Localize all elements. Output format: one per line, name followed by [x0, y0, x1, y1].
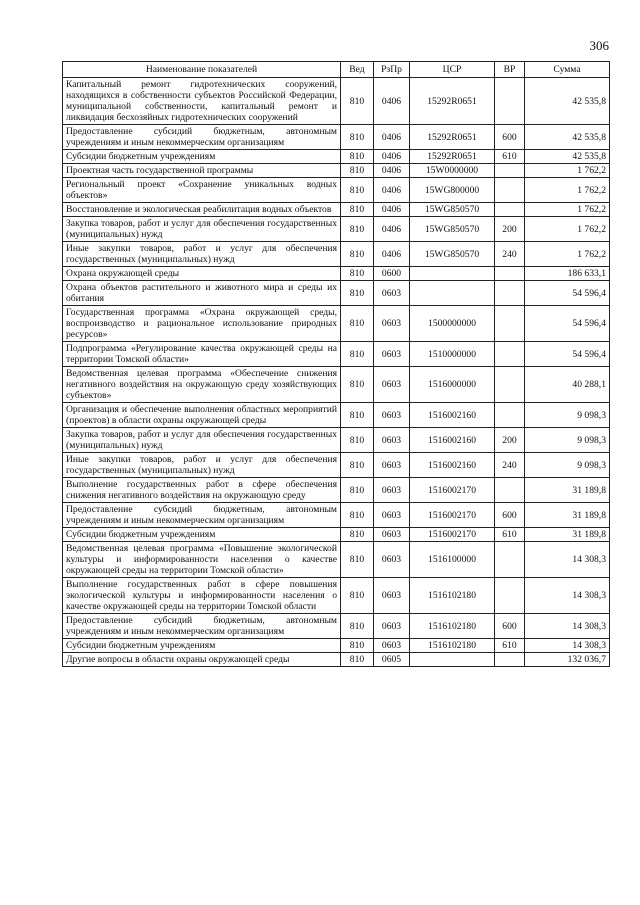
table-row: [63, 478, 610, 503]
cell-rzpr: 0603: [374, 453, 410, 478]
cell-csr: 15292R0651: [410, 78, 495, 125]
cell-sum: 31 189,8: [525, 503, 610, 528]
cell-sum: 14 308,3: [525, 578, 610, 614]
cell-vr: [495, 578, 525, 614]
table-row: [63, 453, 610, 478]
cell-sum: 1 762,2: [525, 203, 610, 217]
cell-ved: 810: [341, 403, 374, 428]
cell-sum: 1 762,2: [525, 217, 610, 242]
table-row: [63, 164, 610, 178]
cell-csr: 1516002160: [410, 428, 495, 453]
table-row: [63, 242, 610, 267]
cell-name: Государственная программа «Охрана окружающей среды, воспроизводство и рациональное использование природных ресурсов»: [63, 306, 341, 342]
cell-vr: [495, 306, 525, 342]
cell-vr: [495, 203, 525, 217]
cell-sum: 40 288,1: [525, 367, 610, 403]
cell-csr: 15WG850570: [410, 217, 495, 242]
cell-rzpr: 0603: [374, 306, 410, 342]
cell-ved: 810: [341, 217, 374, 242]
table-row: [63, 614, 610, 639]
cell-sum: 54 596,4: [525, 306, 610, 342]
table-row: [63, 217, 610, 242]
cell-vr: [495, 542, 525, 578]
cell-ved: 810: [341, 478, 374, 503]
cell-rzpr: 0603: [374, 428, 410, 453]
cell-sum: 186 633,1: [525, 267, 610, 281]
cell-sum: 9 098,3: [525, 403, 610, 428]
cell-csr: 1516002160: [410, 453, 495, 478]
cell-csr: 1516100000: [410, 542, 495, 578]
cell-vr: 200: [495, 428, 525, 453]
cell-csr: [410, 267, 495, 281]
cell-csr: [410, 653, 495, 667]
table-row: [63, 203, 610, 217]
cell-sum: 54 596,4: [525, 342, 610, 367]
cell-rzpr: 0600: [374, 267, 410, 281]
cell-ved: 810: [341, 542, 374, 578]
cell-vr: 600: [495, 503, 525, 528]
cell-rzpr: 0603: [374, 342, 410, 367]
cell-ved: 810: [341, 267, 374, 281]
cell-sum: 1 762,2: [525, 178, 610, 203]
table-row: [63, 528, 610, 542]
cell-vr: [495, 164, 525, 178]
cell-rzpr: 0603: [374, 503, 410, 528]
cell-sum: 42 535,8: [525, 78, 610, 125]
cell-vr: [495, 267, 525, 281]
cell-rzpr: 0603: [374, 542, 410, 578]
table-row: [63, 306, 610, 342]
cell-csr: 15WG850570: [410, 242, 495, 267]
cell-vr: 610: [495, 150, 525, 164]
cell-ved: 810: [341, 203, 374, 217]
cell-rzpr: 0605: [374, 653, 410, 667]
cell-csr: 15W0000000: [410, 164, 495, 178]
cell-sum: 54 596,4: [525, 281, 610, 306]
cell-csr: 1516102180: [410, 614, 495, 639]
cell-rzpr: 0406: [374, 178, 410, 203]
cell-ved: 810: [341, 614, 374, 639]
cell-ved: 810: [341, 653, 374, 667]
cell-name: Организация и обеспечение выполнения областных мероприятий (проектов) в области охраны окружающей среды: [63, 403, 341, 428]
cell-vr: [495, 478, 525, 503]
cell-ved: 810: [341, 150, 374, 164]
cell-rzpr: 0603: [374, 403, 410, 428]
column-header-ved: Вед: [341, 62, 374, 78]
cell-vr: [495, 403, 525, 428]
cell-vr: [495, 178, 525, 203]
table-header-row: [63, 62, 610, 78]
table-row: [63, 639, 610, 653]
cell-name: Охрана объектов растительного и животного мира и среды их обитания: [63, 281, 341, 306]
cell-ved: 810: [341, 125, 374, 150]
cell-rzpr: 0603: [374, 281, 410, 306]
cell-name: Другие вопросы в области охраны окружающей среды: [63, 653, 341, 667]
cell-rzpr: 0603: [374, 478, 410, 503]
cell-sum: 132 036,7: [525, 653, 610, 667]
table-row: [63, 428, 610, 453]
cell-vr: [495, 281, 525, 306]
cell-vr: [495, 653, 525, 667]
cell-sum: 14 308,3: [525, 542, 610, 578]
cell-name: Иные закупки товаров, работ и услуг для обеспечения государственных (муниципальных) нужд: [63, 453, 341, 478]
cell-name: Восстановление и экологическая реабилитация водных объектов: [63, 203, 341, 217]
cell-rzpr: 0406: [374, 164, 410, 178]
cell-vr: [495, 367, 525, 403]
cell-ved: 810: [341, 306, 374, 342]
cell-csr: 1510000000: [410, 342, 495, 367]
cell-csr: 15292R0651: [410, 150, 495, 164]
cell-vr: [495, 342, 525, 367]
cell-sum: 42 535,8: [525, 125, 610, 150]
cell-vr: [495, 78, 525, 125]
cell-ved: 810: [341, 342, 374, 367]
table-row: [63, 342, 610, 367]
page-number: 306: [589, 38, 609, 53]
cell-sum: 9 098,3: [525, 428, 610, 453]
cell-ved: 810: [341, 639, 374, 653]
column-header-name: Наименование показателей: [63, 62, 341, 78]
cell-rzpr: 0603: [374, 578, 410, 614]
cell-name: Ведомственная целевая программа «Обеспечение снижения негативного воздействия на окружающую среду хозяйствующих субъектов»: [63, 367, 341, 403]
cell-vr: 600: [495, 125, 525, 150]
cell-name: Субсидии бюджетным учреждениям: [63, 528, 341, 542]
cell-sum: 31 189,8: [525, 478, 610, 503]
cell-name: Выполнение государственных работ в сфере повышения экологической культуры и информированности населения о качестве окружающей среды на территории Томской области: [63, 578, 341, 614]
column-header-vr: ВР: [495, 62, 525, 78]
cell-sum: 14 308,3: [525, 614, 610, 639]
budget-table: [62, 61, 610, 667]
table-row: [63, 281, 610, 306]
column-header-rzpr: РзПр: [374, 62, 410, 78]
cell-rzpr: 0406: [374, 150, 410, 164]
cell-csr: 15WG850570: [410, 203, 495, 217]
cell-rzpr: 0406: [374, 203, 410, 217]
cell-name: Предоставление субсидий бюджетным, автономным учреждениям и иным некоммерческим организациям: [63, 614, 341, 639]
column-header-sum: Сумма: [525, 62, 610, 78]
cell-name: Предоставление субсидий бюджетным, автономным учреждениям и иным некоммерческим организациям: [63, 125, 341, 150]
cell-csr: 15292R0651: [410, 125, 495, 150]
cell-ved: 810: [341, 164, 374, 178]
cell-rzpr: 0406: [374, 242, 410, 267]
cell-vr: 610: [495, 639, 525, 653]
cell-name: Региональный проект «Сохранение уникальных водных объектов»: [63, 178, 341, 203]
table-row: [63, 653, 610, 667]
cell-csr: [410, 281, 495, 306]
cell-csr: 1516002170: [410, 528, 495, 542]
cell-rzpr: 0603: [374, 614, 410, 639]
cell-vr: 200: [495, 217, 525, 242]
cell-ved: 810: [341, 242, 374, 267]
cell-ved: 810: [341, 281, 374, 306]
cell-ved: 810: [341, 528, 374, 542]
column-header-csr: ЦСР: [410, 62, 495, 78]
cell-sum: 14 308,3: [525, 639, 610, 653]
cell-ved: 810: [341, 578, 374, 614]
cell-rzpr: 0603: [374, 367, 410, 403]
cell-sum: 31 189,8: [525, 528, 610, 542]
cell-name: Выполнение государственных работ в сфере обеспечения снижения негативного воздействия на окружающую среду: [63, 478, 341, 503]
table-row: [63, 503, 610, 528]
table-row: [63, 542, 610, 578]
cell-csr: 1516102180: [410, 639, 495, 653]
table-row: [63, 578, 610, 614]
cell-vr: 240: [495, 242, 525, 267]
table-row: [63, 150, 610, 164]
cell-ved: 810: [341, 367, 374, 403]
cell-ved: 810: [341, 428, 374, 453]
table-row: [63, 267, 610, 281]
cell-name: Подпрограмма «Регулирование качества окружающей среды на территории Томской области»: [63, 342, 341, 367]
cell-vr: 610: [495, 528, 525, 542]
cell-sum: 1 762,2: [525, 164, 610, 178]
cell-name: Закупка товаров, работ и услуг для обеспечения государственных (муниципальных) нужд: [63, 217, 341, 242]
cell-name: Предоставление субсидий бюджетным, автономным учреждениям и иным некоммерческим организациям: [63, 503, 341, 528]
cell-name: Ведомственная целевая программа «Повышение экологической культуры и информированности населения о качестве окружающей среды на территории Томской области»: [63, 542, 341, 578]
cell-name: Субсидии бюджетным учреждениям: [63, 150, 341, 164]
cell-name: Капитальный ремонт гидротехнических сооружений, находящихся в собственности субъектов Российской Федерации, муниципальной собственности, капитальный ремонт и ликвидация бесхозяйных гидротехнических сооружений: [63, 78, 341, 125]
cell-rzpr: 0406: [374, 217, 410, 242]
cell-ved: 810: [341, 78, 374, 125]
cell-sum: 42 535,8: [525, 150, 610, 164]
cell-sum: 1 762,2: [525, 242, 610, 267]
cell-name: Проектная часть государственной программы: [63, 164, 341, 178]
cell-name: Охрана окружающей среды: [63, 267, 341, 281]
cell-vr: 600: [495, 614, 525, 639]
cell-csr: 1516000000: [410, 367, 495, 403]
cell-rzpr: 0406: [374, 78, 410, 125]
cell-name: Закупка товаров, работ и услуг для обеспечения государственных (муниципальных) нужд: [63, 428, 341, 453]
cell-rzpr: 0406: [374, 125, 410, 150]
cell-csr: 1516002160: [410, 403, 495, 428]
table-row: [63, 178, 610, 203]
cell-name: Иные закупки товаров, работ и услуг для обеспечения государственных (муниципальных) нужд: [63, 242, 341, 267]
cell-vr: 240: [495, 453, 525, 478]
cell-ved: 810: [341, 178, 374, 203]
table-row: [63, 403, 610, 428]
cell-ved: 810: [341, 453, 374, 478]
cell-csr: 1516002170: [410, 503, 495, 528]
cell-csr: 15WG800000: [410, 178, 495, 203]
cell-rzpr: 0603: [374, 528, 410, 542]
table-row: [63, 367, 610, 403]
table-row: [63, 78, 610, 125]
cell-sum: 9 098,3: [525, 453, 610, 478]
cell-csr: 1516002170: [410, 478, 495, 503]
table-body: [63, 78, 610, 667]
cell-rzpr: 0603: [374, 639, 410, 653]
table-row: [63, 125, 610, 150]
cell-name: Субсидии бюджетным учреждениям: [63, 639, 341, 653]
cell-csr: 1516102180: [410, 578, 495, 614]
cell-ved: 810: [341, 503, 374, 528]
cell-csr: 1500000000: [410, 306, 495, 342]
